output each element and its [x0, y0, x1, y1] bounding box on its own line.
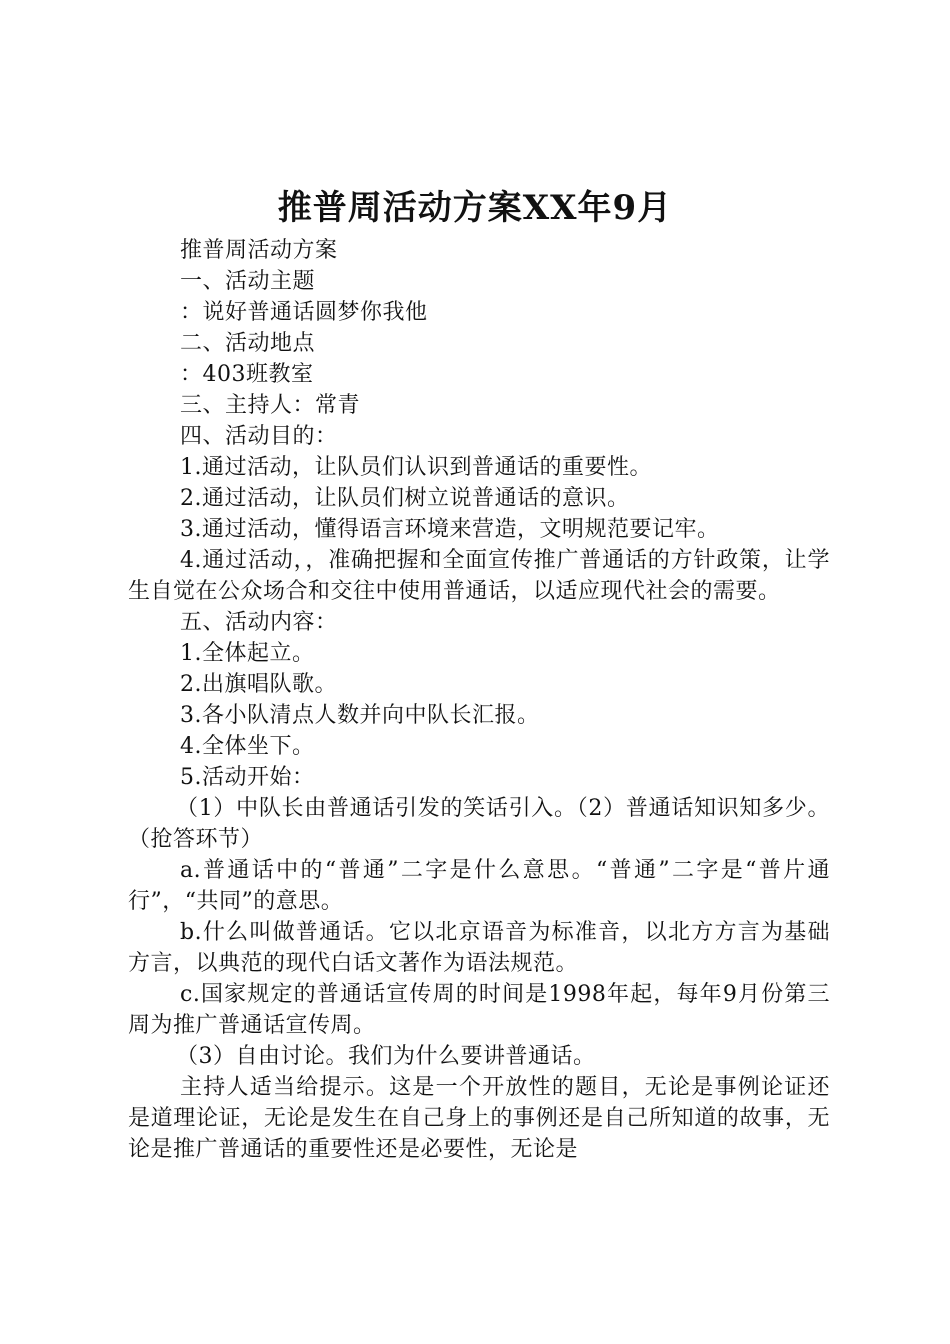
paragraph: 二、活动地点: [180, 331, 316, 356]
paragraph: 4.全体坐下。: [180, 734, 315, 759]
paragraph: a.普通话中的“普通”二字是什么意思。“普通”二字是“普片通行”，“共同”的意思。: [128, 858, 830, 914]
paragraph: 2.出旗唱队歌。: [180, 672, 337, 697]
paragraph: ：说好普通话圆梦你我他: [180, 300, 428, 325]
paragraph: 五、活动内容：: [180, 610, 338, 635]
paragraph: ：403班教室: [180, 362, 314, 387]
paragraph: 3.各小队清点人数并向中队长汇报。: [180, 703, 540, 728]
paragraph: b.什么叫做普通话。它以北京语音为标准音，以北方方言为基础方言，以典范的现代白话文著作为语法规范。: [128, 920, 830, 976]
paragraph: 2.通过活动，让队员们树立说普通话的意识。: [180, 486, 630, 511]
paragraph: 5.活动开始：: [180, 765, 315, 790]
paragraph: 三、主持人：常青: [180, 393, 361, 418]
paragraph: 一、活动主题: [180, 269, 316, 294]
paragraph: （3）自由讨论。我们为什么要讲普通话。: [176, 1044, 596, 1069]
paragraph: c.国家规定的普通话宣传周的时间是1998年起，每年9月份第三周为推广普通话宣传周。: [128, 982, 830, 1038]
paragraph: 4.通过活动，，准确把握和全面宣传推广普通话的方针政策，让学生自觉在公众场合和交往中使用普通话，以适应现代社会的需要。: [128, 548, 830, 604]
paragraph: 主持人适当给提示。这是一个开放性的题目，无论是事例论证还是道理论证，无论是发生在自己身上的事例还是自己所知道的故事，无论是推广普通话的重要性还是必要性，无论是: [128, 1075, 830, 1162]
paragraph: 推普周活动方案: [180, 238, 338, 263]
paragraph: 1.通过活动，让队员们认识到普通话的重要性。: [180, 455, 652, 480]
document-body: [128, 235, 830, 1165]
paragraph: 1.全体起立。: [180, 641, 315, 666]
document-title: 推普周活动方案XX年9月: [277, 188, 673, 228]
paragraph: 3.通过活动，懂得语言环境来营造，文明规范要记牢。: [180, 517, 720, 542]
paragraph: （1）中队长由普通话引发的笑话引入。（2）普通话知识知多少。（抢答环节）: [128, 796, 830, 852]
paragraph: 四、活动目的：: [180, 424, 338, 449]
